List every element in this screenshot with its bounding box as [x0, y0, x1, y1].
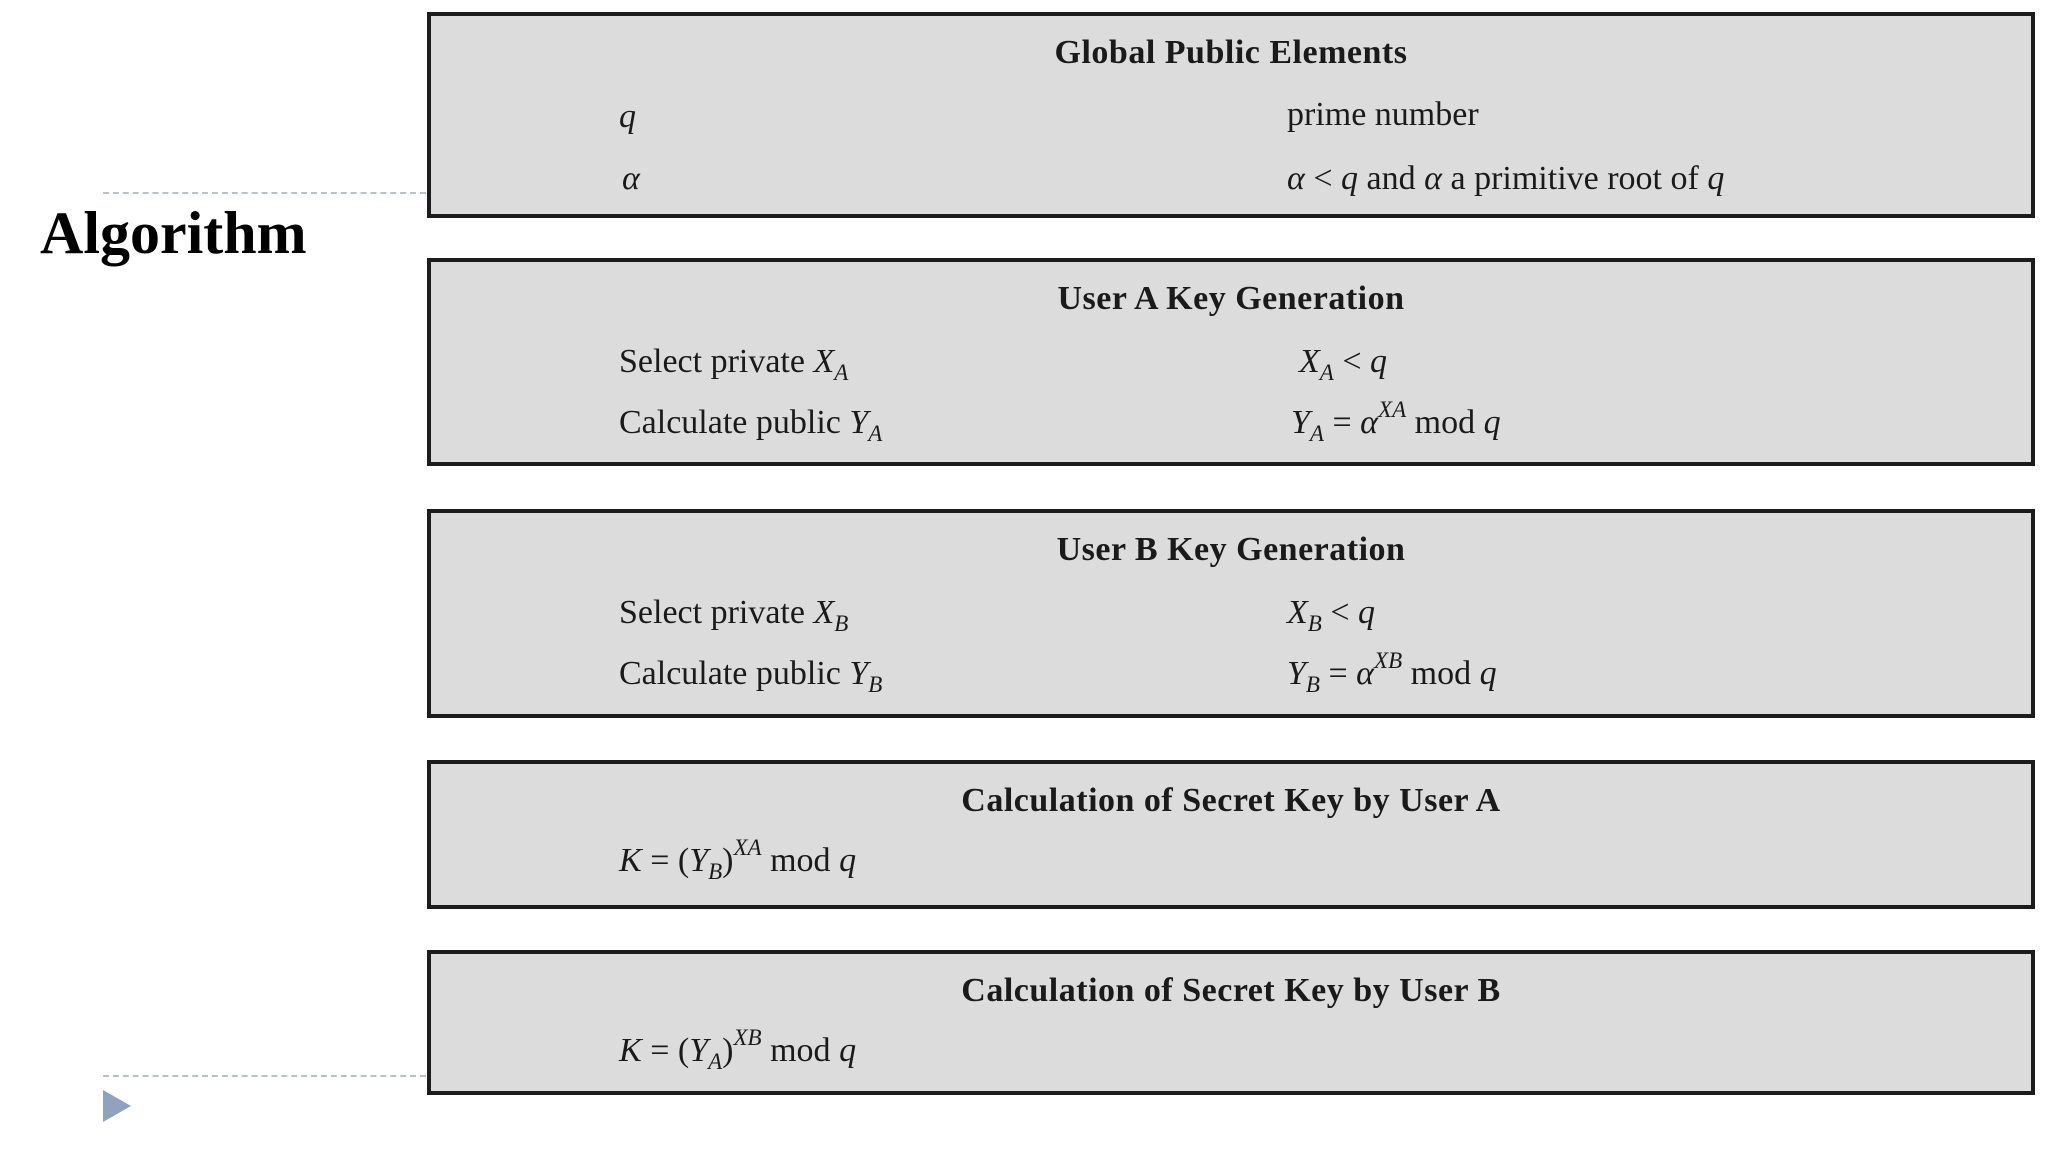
- secret-key-formula: $K = (Y_B)^{XA}$ mod q: [619, 835, 857, 884]
- secret-key-user-a-panel: [427, 760, 2035, 909]
- secret-key-user-b-panel: [427, 950, 2035, 1095]
- decorative-dashed-line-top: [103, 192, 426, 194]
- decorative-dashed-line-bottom: [103, 1075, 426, 1077]
- param-q-description: prime number: [1287, 96, 1479, 133]
- secret-key-formula: $K = (Y_A)^{XB}$ mod q: [619, 1025, 857, 1074]
- panel-title: Calculation of Secret Key by User B: [961, 972, 1501, 1009]
- param-alpha-symbol: α: [622, 160, 640, 197]
- slide-title: Algorithm: [40, 200, 307, 266]
- select-private-label: Select private $X_B$: [619, 594, 849, 636]
- user-b-key-generation-panel: [427, 509, 2035, 718]
- select-private-condition: $X_B < q$: [1287, 594, 1376, 636]
- param-alpha-description: α < q and α a primitive root of q: [1287, 160, 1725, 197]
- calculate-public-label: Calculate public $Y_A$: [619, 404, 883, 446]
- triangle-bullet-icon: [103, 1090, 131, 1122]
- select-private-label: Select private $X_A$: [619, 343, 849, 385]
- panel-title: Global Public Elements: [1054, 34, 1408, 71]
- global-public-elements-panel: [427, 12, 2035, 218]
- select-private-condition: $X_A < q$: [1299, 343, 1388, 385]
- panel-title: User B Key Generation: [1056, 531, 1406, 568]
- user-a-key-generation-panel: [427, 258, 2035, 466]
- panel-title: User A Key Generation: [1057, 280, 1405, 317]
- panel-title: Calculation of Secret Key by User A: [961, 782, 1501, 819]
- calculate-public-formula: $Y_B = \alpha^{XB}$ mod q: [1287, 648, 1497, 697]
- param-q-symbol: q: [619, 98, 636, 135]
- calculate-public-label: Calculate public $Y_B$: [619, 655, 883, 697]
- calculate-public-formula: $Y_A = \alpha^{XA}$ mod q: [1291, 397, 1501, 446]
